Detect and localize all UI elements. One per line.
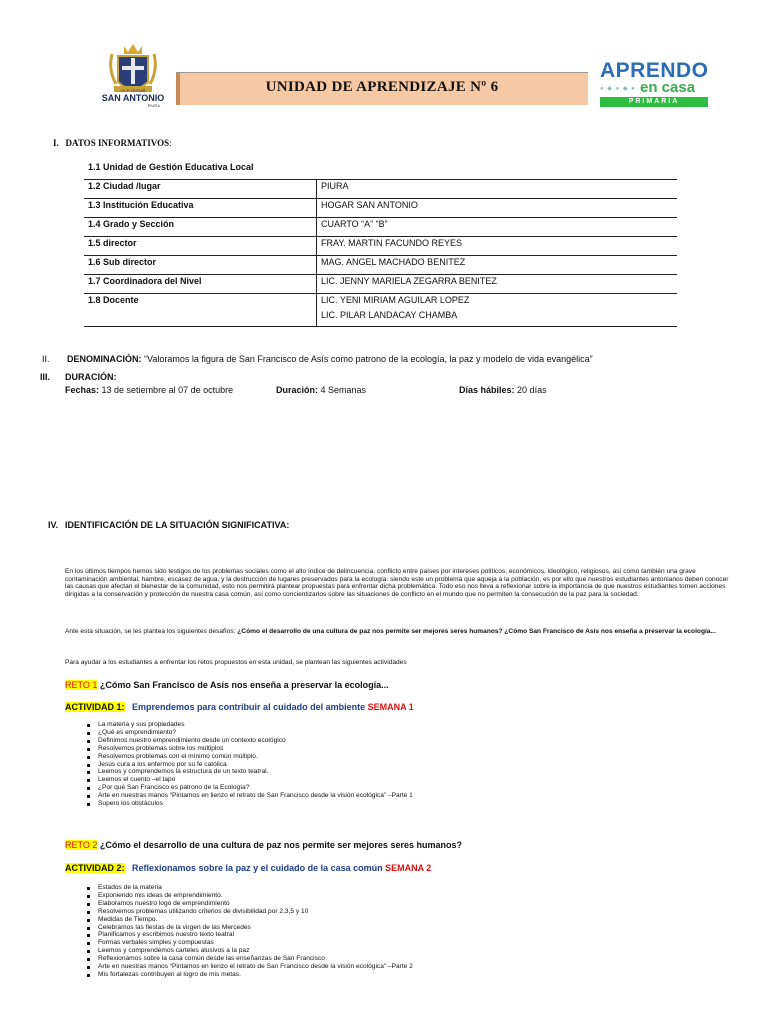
list-item: Resolvemos problemas utilizando criterios de divisibilidad por 2,3,5 y 10: [84, 908, 413, 916]
list-item: Formas verbales simples y compuestas: [84, 939, 413, 947]
list-item: Arte en nuestras manos “Pintamos en lienzo el retrato de San Francisco desde la visión ecológica” –Parte 1: [84, 792, 413, 800]
duracion: Duración: 4 Semanas: [276, 385, 367, 395]
list-item: Mis fortalezas contribuyen al logro de mis metas.: [84, 971, 413, 979]
list-item: Resolvemos problemas sobre los múltiplos: [84, 745, 413, 753]
logo-en-casa-text: en casa: [640, 79, 696, 96]
list-item: ¿Por qué San Francisco es patrono de la Ecología?: [84, 784, 413, 792]
activities-intro: Para ayudar a los estudiantes a enfrentar los retos propuestos en esta unidad, se plantean las siguientes actividades: [65, 659, 407, 666]
table-row: [84, 275, 677, 294]
reto-1: [65, 680, 389, 690]
reto-1-tag: RETO 1: [65, 680, 98, 690]
row-label: 1.3 Institución Educativa: [84, 199, 317, 218]
school-name: SAN ANTONIO: [101, 93, 165, 103]
row-value: CUARTO “A” “B”: [317, 218, 678, 237]
row-value: HOGAR SAN ANTONIO: [317, 199, 678, 218]
reto-2: [65, 840, 462, 850]
list-item: Estados de la materia: [84, 884, 413, 892]
row-label: 1.6 Sub director: [84, 256, 317, 275]
list-item: Celebramos las fiestas de la virgen de las Mercedes: [84, 924, 413, 932]
actividad-1-week: SEMANA 1: [367, 702, 414, 712]
reto-1-text: ¿Cómo San Francisco de Asís nos enseña a preservar la ecología...: [99, 680, 389, 690]
row-label: 1.7 Coordinadora del Nivel: [84, 275, 317, 294]
list-item: Reflexionamos sobre la casa común desde las enseñanzas de San Francisco: [84, 955, 413, 963]
table-row: [84, 199, 677, 218]
list-item: Resolvemos problemas con el mínimo común múltiplo.: [84, 753, 413, 761]
actividad-2-heading: [65, 863, 431, 873]
list-item: Exponiendo mis ideas de emprendimiento.: [84, 892, 413, 900]
row-value: MAG. ANGEL MACHADO BENITEZ: [317, 256, 678, 275]
row-label: 1.8 Docente: [84, 294, 317, 327]
dias-habiles: Días hábiles: 20 días: [459, 385, 547, 395]
section-4-heading: IV. IDENTIFICACIÓN DE LA SITUACIÓN SIGNIFICATIVA:: [48, 520, 290, 530]
list-item: Jesús cura a los enfermos por su fe católica: [84, 761, 413, 769]
section-3-heading: III. DURACIÓN:: [40, 372, 117, 382]
list-item: Leemos y comprendemos la estructura de un texto teatral.: [84, 768, 413, 776]
school-type: I.E.P. HOGAR: [120, 88, 146, 93]
section-2: [42, 354, 593, 364]
actividad-2-week: SEMANA 2: [385, 863, 432, 873]
section-2-number: II.: [42, 354, 50, 364]
fechas: Fechas: 13 de setiembre al 07 de octubre: [65, 385, 234, 395]
logo-aprendo-text: APRENDO: [600, 59, 709, 82]
list-item: Elaboramos nuestro logo de emprendimiento: [84, 900, 413, 908]
row-label: 1.4 Grado y Sección: [84, 218, 317, 237]
row-value: PIURA: [317, 180, 678, 199]
docente-2: LIC. PILAR LANDACAY CHAMBA: [321, 310, 458, 320]
datos-informativos-table: [84, 161, 677, 327]
docente-1: LIC. YENI MIRIAM AGUILAR LOPEZ: [321, 295, 470, 305]
table-row: [84, 218, 677, 237]
reto-2-text: ¿Cómo el desarrollo de una cultura de paz nos permite ser mejores seres humanos?: [99, 840, 462, 850]
actividad-1-tag: ACTIVIDAD 1:: [65, 702, 125, 712]
list-item: ¿Qué es emprendimiento?: [84, 729, 413, 737]
section-1-heading: I. DATOS INFORMATIVOS:: [53, 138, 172, 148]
actividad-1-list: [84, 721, 413, 808]
logo-dots-icon: ● ◆ ● ◆ ●: [600, 85, 636, 92]
actividad-2-list: [84, 884, 413, 979]
table-row: [84, 237, 677, 256]
actividad-2-title: Reflexionamos sobre la paz y el cuidado de la casa común: [132, 863, 383, 873]
school-city: PIURA: [147, 103, 160, 108]
row-value: FRAY. MARTIN FACUNDO REYES: [317, 237, 678, 256]
list-item: Supero los obstáculos: [84, 800, 413, 808]
document-title: UNIDAD DE APRENDIZAJE Nº 6: [265, 79, 499, 95]
list-item: La materia y sus propiedades: [84, 721, 413, 729]
list-item: Definimos nuestro emprendimiento desde un contexto ecológico: [84, 737, 413, 745]
row-label: 1.2 Ciudad /lugar: [84, 180, 317, 199]
row-label: 1.5 director: [84, 237, 317, 256]
row-value: LIC. JENNY MARIELA ZEGARRA BENITEZ: [317, 275, 678, 294]
challenges-paragraph: Ante esta situación, se les plantea los siguientes desafíos: ¿Cómo el desarrollo de una cultura de paz nos permite ser mejores seres humanos? ¿Cómo San Francisco de Asís nos enseña a preservar la ecología...: [65, 628, 716, 635]
situation-paragraph: En los últimos tiempos hemos sido testigos de los problemas sociales como el alto índice de delincuencia, conflicto entre países por intereses políticos, económicos, ideológico, religiosos, así como también una grave contaminación ambiental, hambre, escasez de agua, y la destrucción de lugares preservados para la ecología. siendo este un problema que aqueja a la población, es por ello que nuestros estudiantes antonianos deben conocer las causas que afectan el bienestar de la comunidad, esto nos permitirá plantear propuestas para enfrentar dicha problemática. Todo eso nos lleva a reflexionar sobre la importancia de que nuestros estudiantes tomen acciones dirigidas a la conservación y protección de nuestra casa común, así como concientizarlos sobre las situaciones de conflicto en el mundo que no permiten la consecución de la paz para la sociedad.: [65, 568, 729, 598]
list-item: Planificamos y escribimos nuestro texto teatral: [84, 931, 413, 939]
reto-2-tag: RETO 2: [65, 840, 98, 850]
table-row: [84, 180, 677, 199]
list-item: Leemos y comprendemos carteles alusivos a la paz: [84, 947, 413, 955]
aprendo-en-casa-logo: [600, 60, 710, 106]
actividad-1-heading: [65, 702, 414, 712]
table-row: [84, 294, 677, 327]
list-item: Medidas de Tiempo.: [84, 916, 413, 924]
actividad-1-title: Emprendemos para contribuir al cuidado del ambiente: [132, 702, 366, 712]
list-item: Leemos el cuento –el tapo: [84, 776, 413, 784]
row-label: 1.1 Unidad de Gestión Educativa Local: [88, 162, 254, 172]
section-2-text: “Valoramos la figura de San Francisco de Asís como patrono de la ecología, la paz y modelo de vida evangélica”: [144, 354, 593, 364]
list-item: Arte en nuestras manos “Pintamos en lienzo el retrato de San Francisco desde la visión ecológica” –Parte 2: [84, 963, 413, 971]
table-row: [84, 256, 677, 275]
section-2-label: DENOMINACIÓN:: [67, 354, 142, 364]
logo-primaria-text: PRIMARIA: [600, 97, 708, 107]
table-row: [84, 161, 677, 180]
actividad-2-tag: ACTIVIDAD 2:: [65, 863, 125, 873]
title-banner: [176, 72, 588, 105]
row-value: [317, 294, 678, 327]
